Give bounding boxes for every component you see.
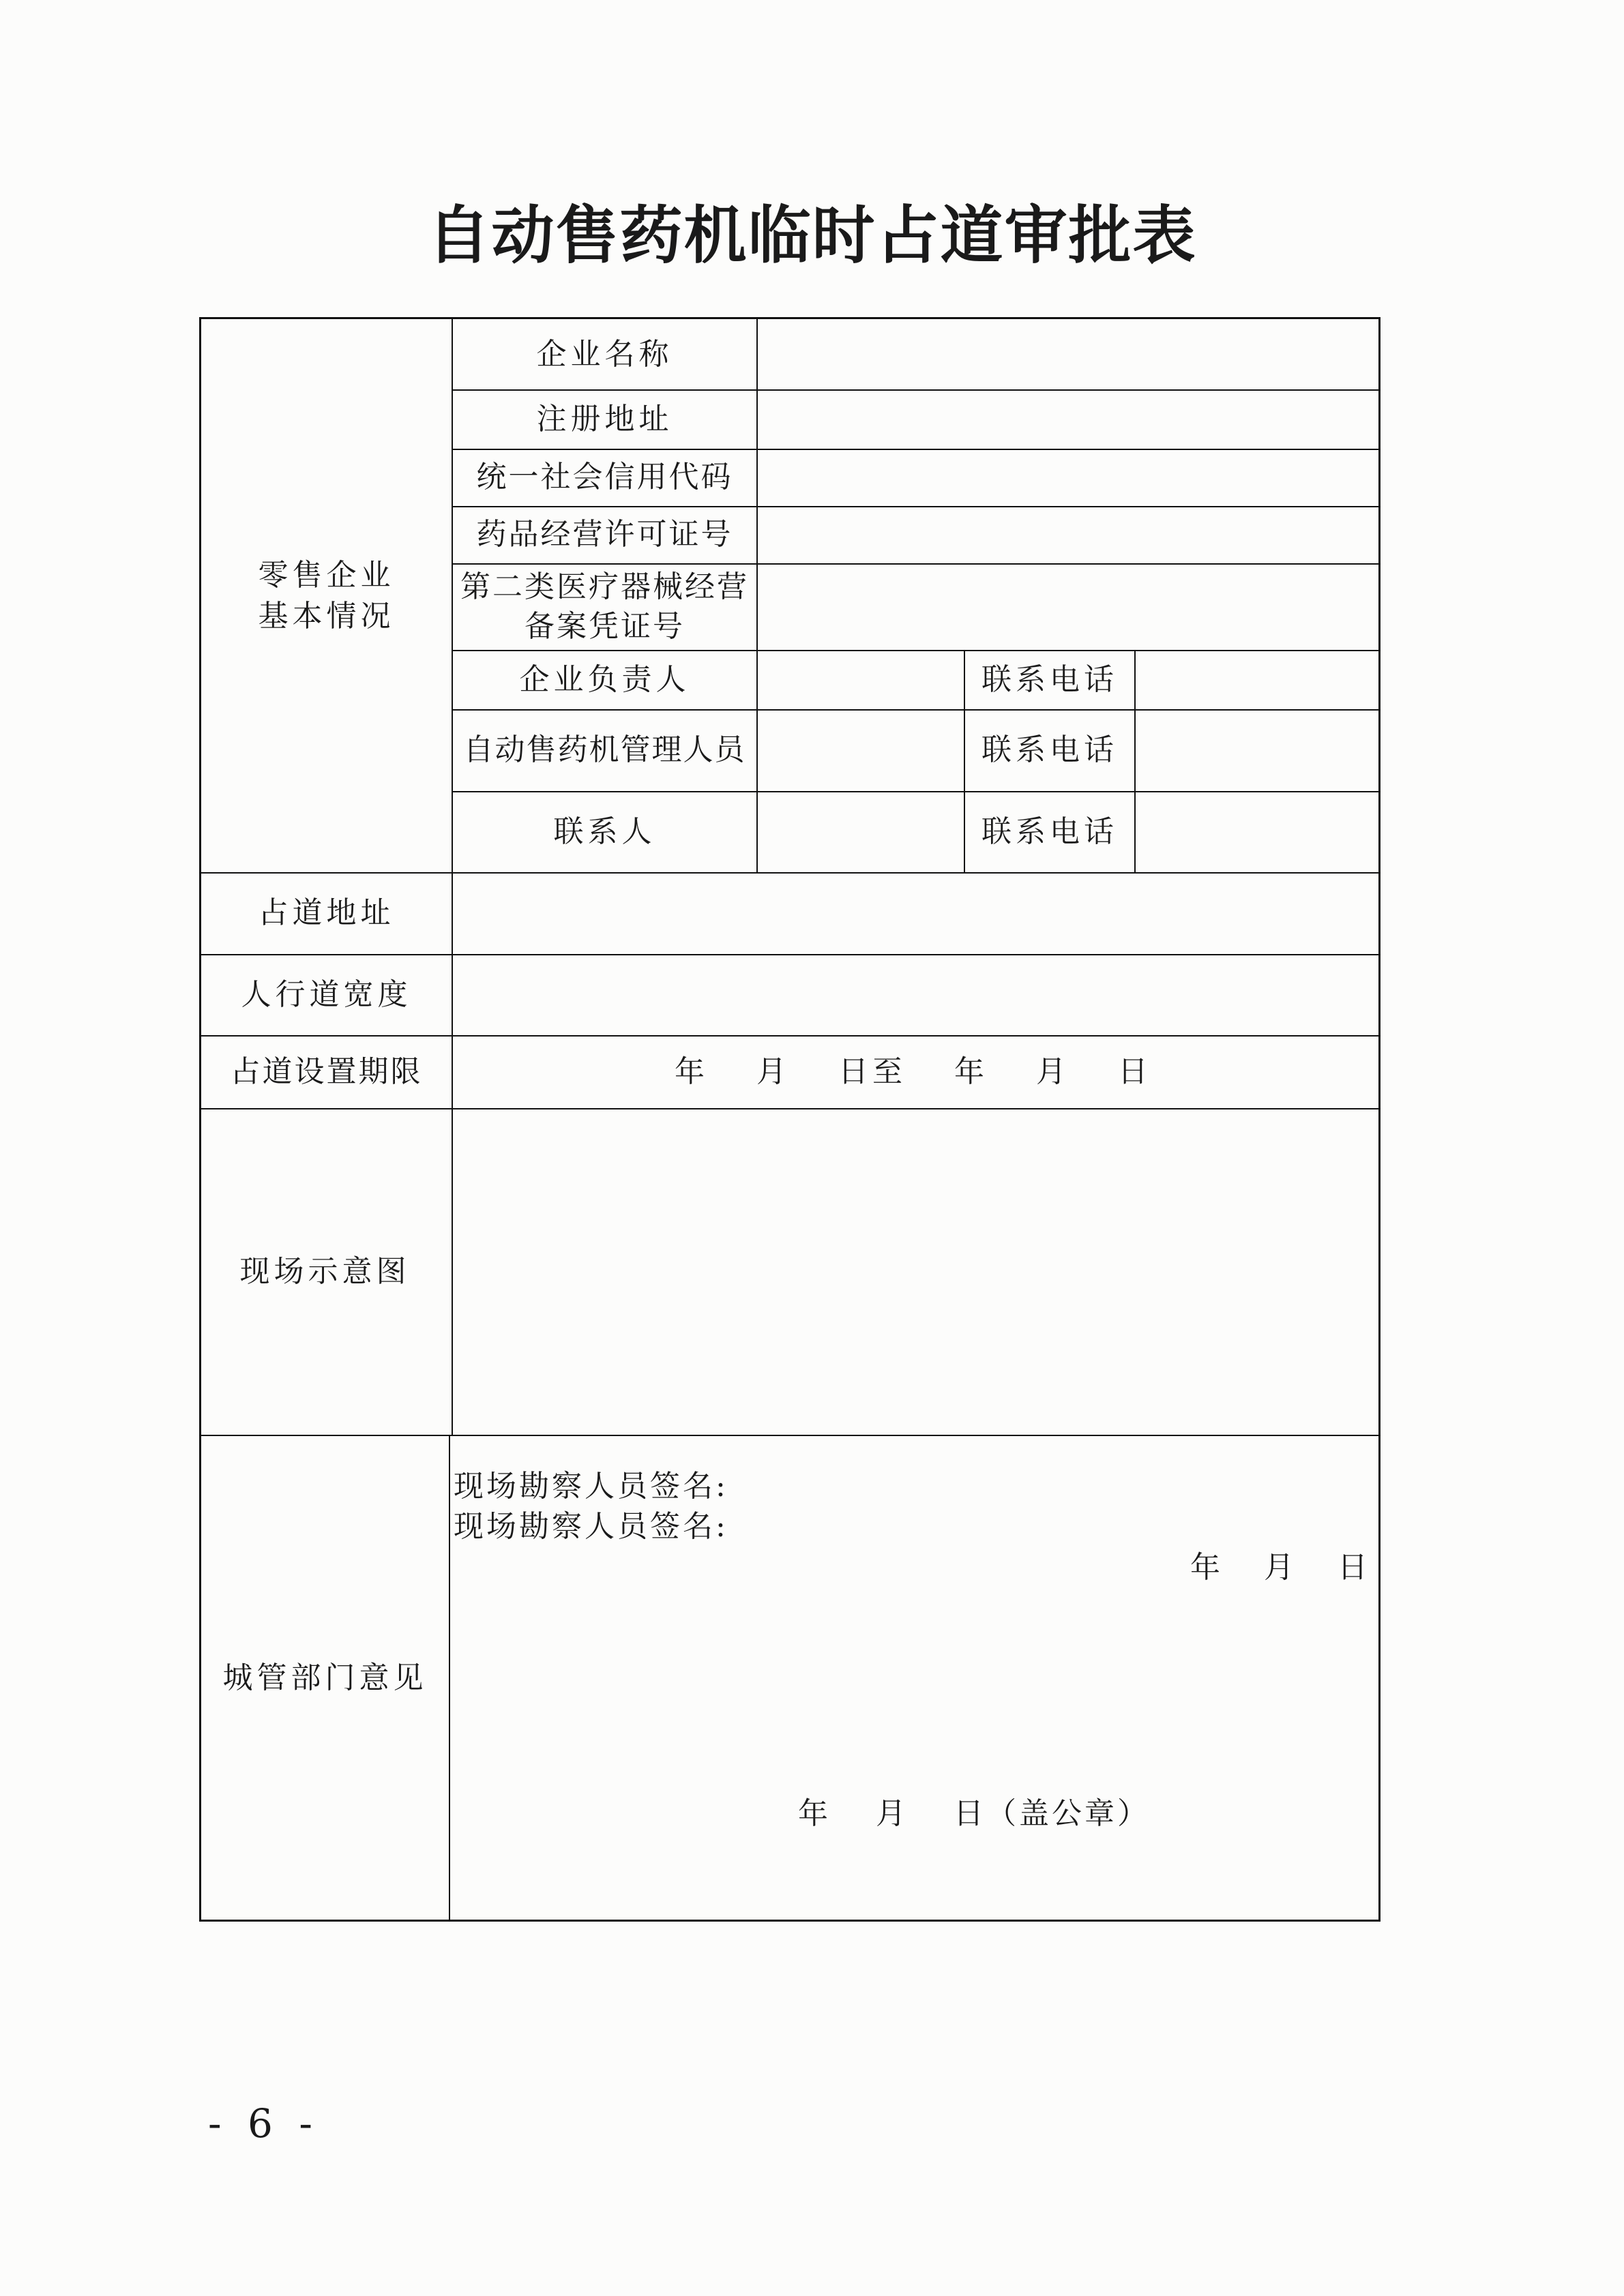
page-number: - 6 -: [208, 2100, 319, 2147]
reg-address-label: 注册地址: [536, 401, 673, 436]
company-name-label: 企业名称: [536, 336, 673, 372]
divider: [1134, 650, 1136, 872]
divider: [756, 319, 758, 872]
occupy-address-label: 占道地址: [258, 895, 395, 931]
credit-code-label: 统一社会信用代码: [476, 460, 733, 495]
surveyor-signature-1: 现场勘察人员签名:: [454, 1469, 728, 1504]
device-filing-label: 第二类医疗器械经营 备案凭证号: [460, 569, 749, 644]
leader-label: 企业负责人: [519, 661, 690, 697]
sidewalk-width-label: 人行道宽度: [241, 976, 412, 1012]
period-value: 年 月 日至 年 月 日: [675, 1054, 1152, 1089]
phone-label: 联系电话: [981, 661, 1118, 697]
surveyor-signature-2: 现场勘察人员签名:: [454, 1509, 728, 1544]
retail-section-label: 零售企业 基本情况: [258, 558, 395, 633]
period-label: 占道设置期限: [230, 1054, 423, 1089]
drug-license-label: 药品经营许可证号: [476, 517, 733, 552]
opinion-date-seal: 年 月 日（盖公章）: [798, 1796, 1150, 1831]
machine-manager-label: 自动售药机管理人员: [463, 732, 746, 768]
document-title: 自动售药机临时占道审批表: [427, 199, 1197, 272]
sketch-date: 年 月 日: [1190, 1550, 1374, 1585]
contact-label: 联系人: [553, 814, 656, 849]
site-sketch-label: 现场示意图: [239, 1253, 411, 1289]
phone-label: 联系电话: [981, 814, 1118, 849]
phone-label: 联系电话: [981, 732, 1118, 768]
divider: [449, 1435, 450, 1922]
opinion-label: 城管部门意见: [222, 1660, 428, 1696]
approval-form-table: [199, 317, 1381, 1922]
